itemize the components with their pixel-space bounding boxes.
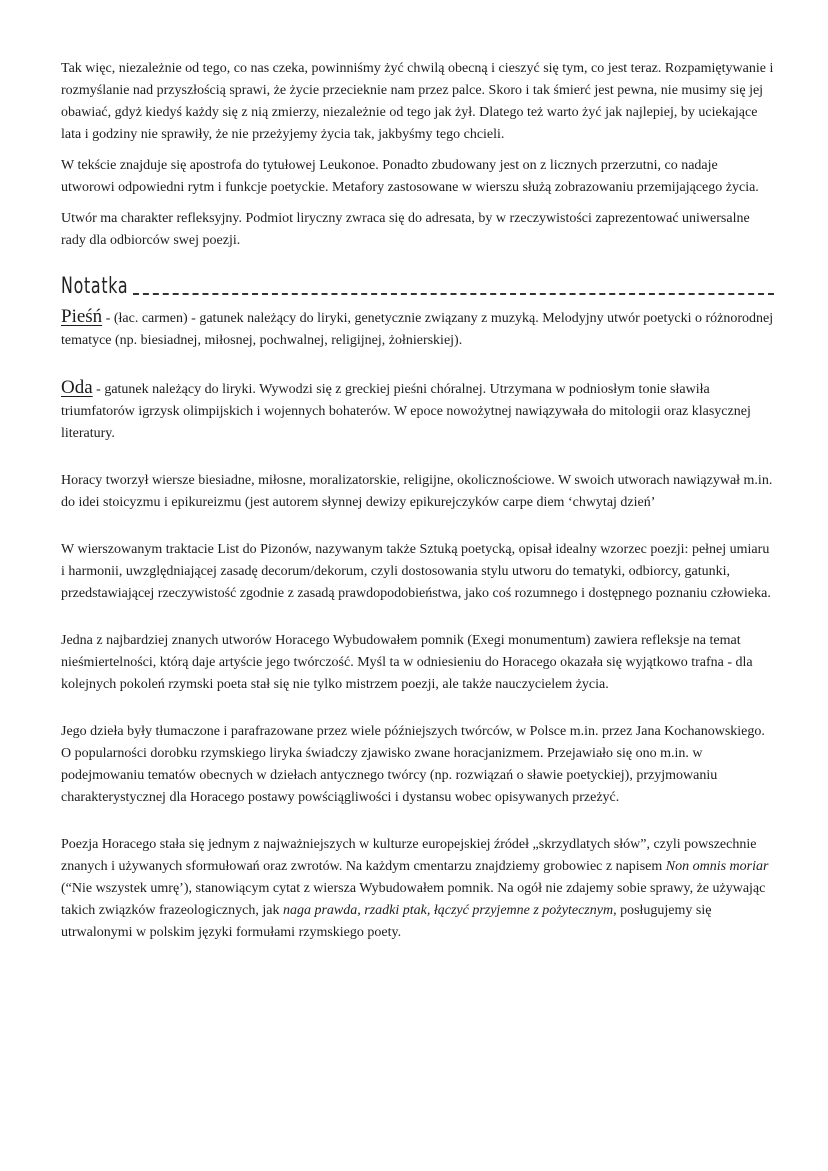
quote-non-omnis-moriar: Non omnis moriar [665,859,769,874]
intro-paragraph-1: Tak więc, niezależnie od tego, co nas czeka, powinniśmy żyć chwilą obecną i cieszyć się tym, co jest teraz. Rozpamiętywanie i rozmyślanie nad przyszłością sprawi, że życie przecieknie nam przez palce. Skoro i tak śmierć jest pewna, nie musimy się jej obawiać, gdyż kiedyś każdy się z nią zmierzy, niezależnie od tego jak żył. Dlatego też warto żyć jak najlepiej, by uciekające lata i godziny nie sprawiły, że nie przeżyjemy życia tak, jakbyśmy tego chcieli. [61,61,774,142]
intro-paragraph-2: W tekście znajduje się apostrofa do tytułowej Leukonoe. Ponadto zbudowany jest on z licznych przerzutni, co nadaje utworowi odpowiedni rytm i funkcje poetyckie. Metafory zastosowane w wierszu służą zobrazowaniu przemijającego życia. [61,158,759,195]
definition-piesn [61,306,774,352]
final-text-1: Poezja Horacego stała się jednym z najważniejszych w kulturze europejskiej źródeł „skrzydlatych słów”, czyli powszechnie znanych i używanych sformułowań oraz zwrotów. Na każdym cmentarzu znajdziemy grobowiec z napisem [61,837,757,874]
definition-oda-text: - gatunek należący do liryki. Wywodzi się z greckiej pieśni chóralnej. Utrzymana w podniosłym tonie sławiła triumfatorów igrzysk olimpijskich i wojennych bohaterów. W epoce nowożytnej nawiązywała do mitologii oraz klasycznej literatury. [61,382,751,441]
note-paragraph-3: Jedna z najbardziej znanych utworów Horacego Wybudowałem pomnik (Exegi monumentum) zawiera refleksje na temat nieśmiertelności, którą daje artyście jego twórczość. Myśl ta w odniesieniu do Horacego okazała się wyjątkowo trafna - dla kolejnych pokoleń rzymski poeta stał się nie tylko mistrzem poezji, ale także nauczycielem życia. [61,633,753,692]
final-text-2: (“Nie wszystek umrę’), stanowiącym cytat z wiersza Wybudowałem pomnik. Na ogół nie zdajemy sobie sprawy, że używając takich związków frazeologicznych, jak [61,881,766,918]
phrase-examples: naga prawda, rzadki ptak, łączyć przyjemne z pożytecznym [282,903,614,918]
term-piesn: Pieśń [61,306,103,327]
intro-paragraph-3: Utwór ma charakter refleksyjny. Podmiot liryczny zwraca się do adresata, by w rzeczywistości zaprezentować uniwersalne rady dla odbiorców swej poezji. [61,211,750,248]
note-heading [61,268,774,300]
note-heading-dashed-rule [133,293,774,295]
term-oda: Oda [61,377,93,398]
note-paragraph-2: W wierszowanym traktacie List do Pizonów, nazywanym także Sztuką poetycką, opisał idealny wzorzec poezji: pełnej umiaru i harmonii, uwzględniającej zasadę decorum/dekorum, czyli dostosowania stylu utworu do tematyki, odbiorcy, gatunki, przedstawiającej rzeczywistość zgodnie z zasadą prawdopodobieństwa, jako coś rozumnego i dostępnego poznaniu człowieka. [61,542,771,601]
note-heading-title: Notatka [61,274,129,299]
definition-piesn-text: - (łac. carmen) - gatunek należący do liryki, genetycznie związany z muzyką. Melodyjny utwór poetycki o różnorodnej tematyce (np. biesiadnej, miłosnej, pochwalnej, religijnej, żołnierskiej). [61,311,774,348]
note-paragraph-4: Jego dzieła były tłumaczone i parafrazowane przez wiele późniejszych twórców, w Polsce m.in. przez Jana Kochanowskiego. O popularności dorobku rzymskiego liryka świadczy zjawisko zwane horacjanizmem. Przejawiało się ono m.in. w podejmowaniu tematów obecnych w dziełach antycznego twórcy (np. rozwiązań o sławie poetyckiej), przyjmowaniu charakterystycznej dla Horacego postawy powściągliwości i dystansu wobec opisywanych przeżyć. [61,724,765,805]
definition-oda [61,377,774,445]
note-paragraph-1: Horacy tworzył wiersze biesiadne, miłosne, moralizatorskie, religijne, okolicznościowe. W swoich utworach nawiązywał m.in. do idei stoicyzmu i epikureizmu (jest autorem słynnej dewizy epikurejczyków carpe diem ‘chwytaj dzień’ [61,473,773,510]
final-text-3: , posługujemy się utrwalonymi w polskim języki formułami rzymskiego poety. [61,903,712,940]
note-paragraph-final [61,834,774,944]
